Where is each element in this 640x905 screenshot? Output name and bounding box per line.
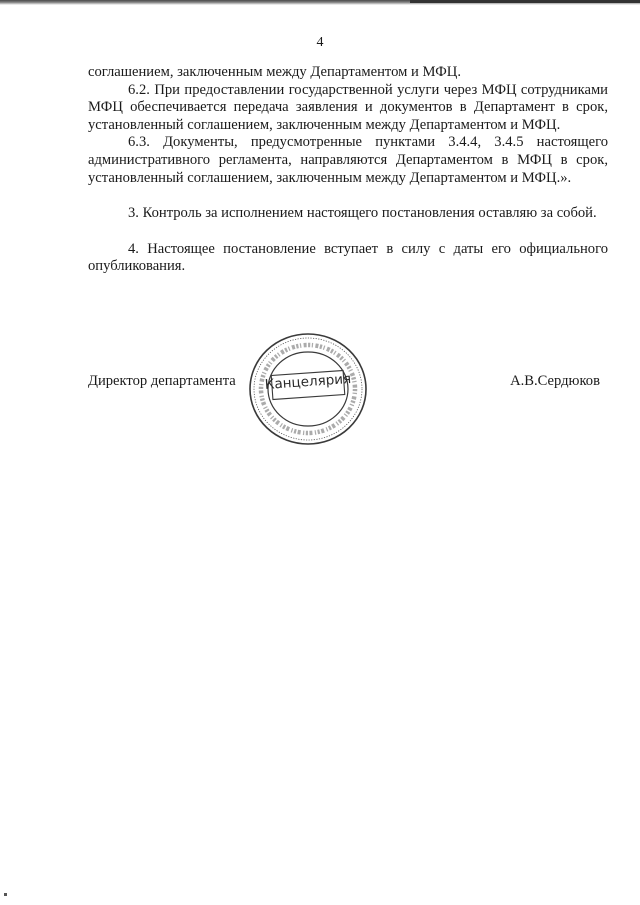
paragraph-3: 3. Контроль за исполнением настоящего постановления оставляю за собой. bbox=[128, 205, 597, 222]
paragraph-4: 4. Настоящее постановление вступает в силу с даты его официального опубликования. bbox=[88, 240, 608, 275]
paragraph-6-3: 6.3. Документы, предусмотренные пунктами 3.4.4, 3.4.5 настоящего административного регламента, направляются Департаментом в МФЦ в срок, установленный соглашением, заключенным между Департаментом и МФЦ.». bbox=[88, 134, 608, 186]
scan-top-edge-dark bbox=[410, 0, 640, 3]
office-stamp bbox=[246, 330, 370, 448]
paragraph-6-2: 6.2. При предоставлении государственной услуги через МФЦ сотрудниками МФЦ обеспечивается передача заявления и документов в Департамент в срок, установленный соглашением, заключенным между Департаментом и МФЦ. bbox=[88, 81, 608, 133]
signatory-name: А.В.Сердюков bbox=[510, 373, 600, 389]
signatory-title: Директор департамента bbox=[88, 373, 236, 389]
page-number: 4 bbox=[316, 35, 324, 50]
scan-corner-mark bbox=[4, 893, 7, 896]
document-body bbox=[88, 64, 608, 276]
stamp-center-text: Канцелярия bbox=[264, 371, 352, 393]
paragraph-continuation: соглашением, заключенным между Департаментом и МФЦ. bbox=[88, 64, 461, 80]
